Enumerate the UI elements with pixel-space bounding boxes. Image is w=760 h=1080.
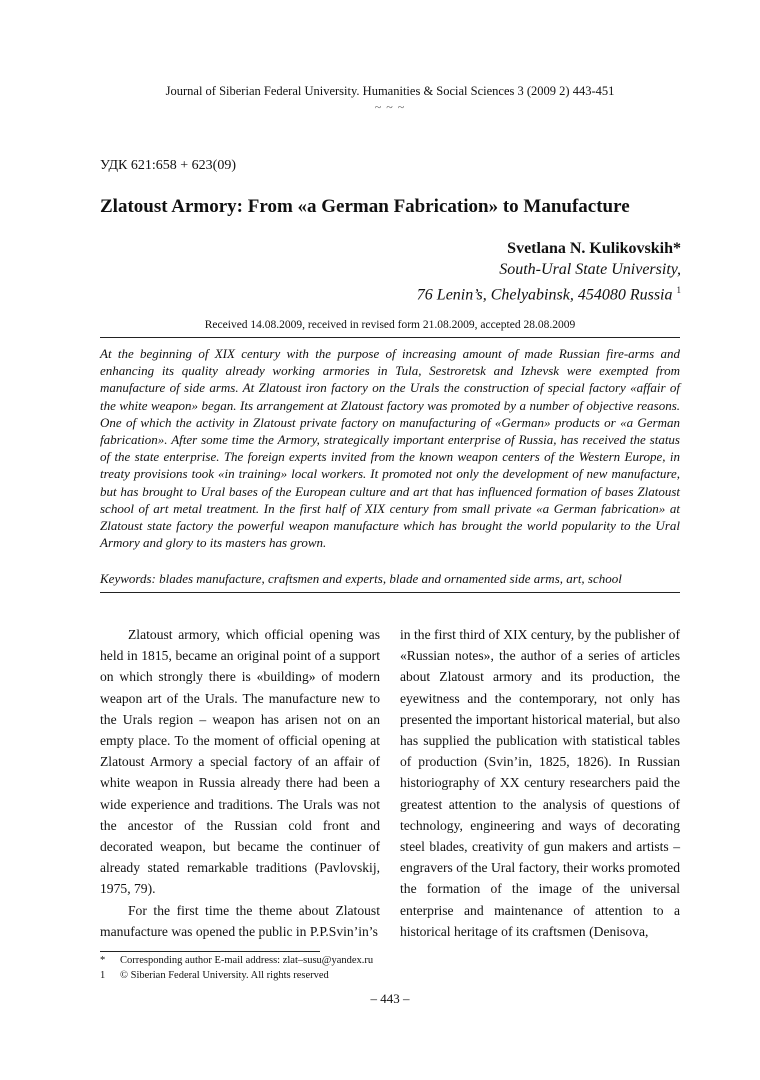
abstract-bottom-rule — [100, 592, 680, 593]
footnote-text: © Siberian Federal University. All rights reserved — [120, 969, 329, 981]
body-paragraph: Zlatoust armory, which official opening was held in 1815, became an original point of a support on which strongly there is «building» of modern weapon art of the Urals. The manufacture new to the Urals region – weapon has arisen not on an empty place. To the moment of official opening at Zlatoust Armory a special factory of an affair of white weapon in Russia already there had been a wide experience and traditions. The Urals was not the ancestor of the Russian cold front and decorated weapon, but became the continuer of already stated remarkable traditions (Pavlovskij, 1975, 79). — [100, 627, 380, 897]
body-paragraph: For the first time the theme about Zlatoust manufacture was opened the public in P.P.Svin’in’s — [100, 902, 380, 939]
footnote — [100, 969, 373, 984]
journal-header: Journal of Siberian Federal University. Humanities & Social Sciences 3 (2009 2) 443-451 — [165, 84, 615, 98]
author-name: Svetlana N. Kulikovskih* — [507, 240, 681, 257]
footnotes — [100, 954, 373, 983]
footnote — [100, 954, 373, 969]
abstract-top-rule — [100, 337, 680, 338]
affiliation-line-2 — [417, 280, 681, 305]
footnote-rule — [100, 951, 320, 952]
body-column-left — [100, 624, 380, 942]
keywords: Keywords: blades manufacture, craftsmen and experts, blade and ornamented side arms, art, school — [100, 571, 622, 586]
article-title: Zlatoust Armory: From «a German Fabrication» to Manufacture — [100, 196, 630, 217]
footnote-text: Corresponding author E-mail address: zlat–susu@yandex.ru — [120, 955, 374, 966]
affiliation-line-1: South-Ural State University, — [499, 261, 681, 278]
affiliation-address: 76 Lenin’s, Chelyabinsk, 454080 Russia — [416, 286, 673, 304]
header-ornament: ~ ~ ~ — [374, 100, 406, 114]
body-paragraph: in the first third of XIX century, by the publisher of «Russian notes», the author of a series of articles about Zlatoust armory and its production, the eyewitness and the contemporary, not only has presented the important historical material, but also has supplied the publication with statistical tables of production (Svin’in, 1825, 1826). In Russian historiography of XX century researchers paid the greatest attention to the analysis of questions of technology, engineering and ways of decorating steel blades, creativity of gun makers and artists – engravers of the Ural factory, their works promoted the formation of the image of the universal enterprise and maintenance of attention to a historical heritage of its craftsmen (Denisova, — [400, 627, 680, 939]
received-dates: Received 14.08.2009, received in revised form 21.08.2009, accepted 28.08.2009 — [204, 319, 576, 331]
body-column-right — [400, 624, 680, 942]
udk-code: УДК 621:658 + 623(09) — [100, 158, 236, 173]
affiliation-footnote-mark: 1 — [676, 285, 681, 295]
author-block — [417, 238, 681, 305]
footnote-mark: 1 — [100, 969, 106, 981]
page-number: – 443 – — [370, 991, 410, 1006]
abstract: At the beginning of XIX century with the purpose of increasing amount of made Russian fire-arms and enhancing its quality already working armories in Tula, Sestroretsk and Izhevsk were exempted from manufacture of side arms. At Zlatoust iron factory on the Urals the construction of special factory «affair of the white weapon» began. Its arrangement at Zlatoust factory was promoted by a number of objective reasons. One of which the activity in Zlatoust private factory on manufacturing of «German» products or «a German fabrication». After some time the Armory, strategically important enterprise of Russia, has received the status of the state enterprise. The foreign experts invited from the known weapon centers of the Western Europe, in treaty provisions took «in training» local workers. It promoted not only the development of new manufacture, but has brought to Ural bases of the European culture and art that has influenced formation of bases Zlatoust school of art metal treatment. In the first half of XIX century from small private «a German fabrication» at Zlatoust state factory the powerful weapon manufacture which has brought the world popularity to the Ural Armory and glory to its masters has grown. — [100, 346, 680, 551]
footnote-mark: * — [100, 955, 106, 966]
